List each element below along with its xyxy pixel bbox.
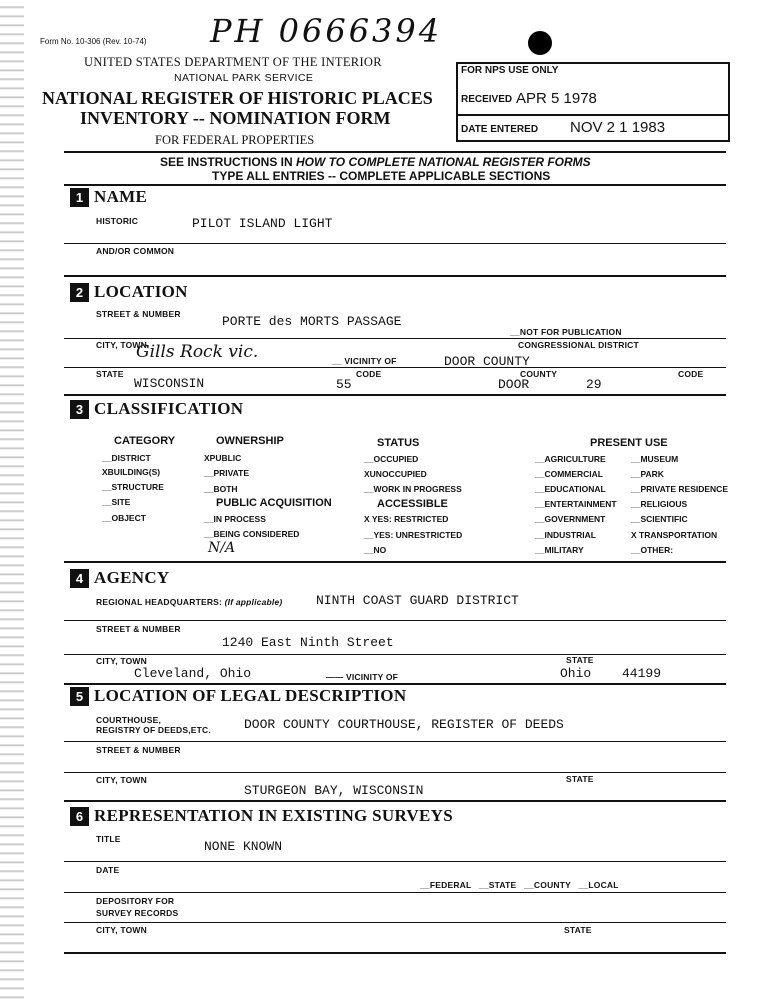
section-6-title: REPRESENTATION IN EXISTING SURVEYS	[94, 806, 453, 825]
category-item: __STRUCTURE	[102, 482, 164, 492]
street-value: PORTE des MORTS PASSAGE	[222, 314, 402, 329]
form-title-2: INVENTORY -- NOMINATION FORM	[80, 108, 391, 128]
use-item: __PRIVATE RESIDENCE	[631, 484, 728, 494]
state-value: WISCONSIN	[134, 376, 205, 391]
not-for-publication: __NOT FOR PUBLICATION	[510, 327, 622, 337]
use-item: __RELIGIOUS	[631, 499, 688, 509]
status-item: XUNOCCUPIED	[364, 469, 427, 479]
service: NATIONAL PARK SERVICE	[174, 72, 314, 84]
acquisition-handwritten: N/A	[208, 540, 236, 556]
county-value: DOOR	[498, 377, 530, 392]
agency-state-value: Ohio	[560, 666, 592, 681]
use-item: __AGRICULTURE	[535, 454, 606, 464]
ownership-heading: OWNERSHIP	[216, 435, 284, 447]
agency-street-value: 1240 East Ninth Street	[222, 635, 394, 650]
survey-title-label: TITLE	[96, 834, 121, 844]
agency-street-label: STREET & NUMBER	[96, 624, 181, 634]
survey-city-label: CITY, TOWN	[96, 925, 147, 935]
accessible-heading: ACCESSIBLE	[377, 498, 448, 510]
use-item: __EDUCATIONAL	[535, 484, 606, 494]
hq-label: REGIONAL HEADQUARTERS: (If applicable)	[96, 597, 283, 607]
vicinity-label: __ VICINITY OF	[332, 356, 397, 366]
state-code-label: CODE	[356, 369, 382, 379]
section-5-title: LOCATION OF LEGAL DESCRIPTION	[94, 686, 407, 705]
accessible-item: __NO	[364, 545, 387, 555]
date-entered-value: NOV 2 1 1983	[570, 119, 666, 136]
section-3-title: CLASSIFICATION	[94, 399, 244, 418]
acquisition-item: __IN PROCESS	[204, 514, 266, 524]
acquisition-item: __BEING CONSIDERED	[204, 529, 300, 539]
section-5-number: 5	[70, 687, 89, 706]
accessible-item: __YES: UNRESTRICTED	[364, 530, 463, 540]
ownership-item: __BOTH	[204, 484, 238, 494]
status-item: __WORK IN PROGRESS	[364, 484, 462, 494]
survey-levels: __FEDERAL __STATE __COUNTY __LOCAL	[420, 880, 619, 890]
instructions-line-1: SEE INSTRUCTIONS IN HOW TO COMPLETE NATIONAL REGISTER FORMS	[160, 155, 591, 169]
historic-value: PILOT ISLAND LIGHT	[192, 216, 333, 231]
use-item: __MUSEUM	[631, 454, 679, 464]
instructions-line-2: TYPE ALL ENTRIES -- COMPLETE APPLICABLE SECTIONS	[212, 169, 551, 183]
agency-vicinity-label: —— VICINITY OF	[326, 672, 399, 682]
ph-number: PH 0666394	[210, 12, 443, 50]
section-1-title: NAME	[94, 187, 148, 206]
survey-date-label: DATE	[96, 865, 120, 875]
county-code-label: CODE	[678, 369, 704, 379]
category-item: __OBJECT	[102, 513, 146, 523]
legal-state-label: STATE	[566, 774, 594, 784]
use-item: __INDUSTRIAL	[535, 530, 596, 540]
survey-title-value: NONE KNOWN	[204, 839, 283, 854]
status-heading: STATUS	[377, 437, 420, 449]
form-title-1: NATIONAL REGISTER OF HISTORIC PLACES	[42, 88, 433, 108]
state-label: STATE	[96, 369, 124, 379]
status-item: __OCCUPIED	[364, 454, 419, 464]
agency-state-label: STATE	[566, 655, 594, 665]
agency-city-label: CITY, TOWN	[96, 656, 147, 666]
city-value: Gills Rock vic.	[136, 342, 259, 362]
received-label: RECEIVED	[461, 94, 513, 105]
agency-zip: 44199	[622, 666, 662, 681]
section-1-number: 1	[70, 188, 89, 207]
use-item: __MILITARY	[535, 545, 584, 555]
section-3-number: 3	[70, 400, 89, 419]
street-label: STREET & NUMBER	[96, 309, 181, 319]
section-6-number: 6	[70, 807, 89, 826]
state-code-value: 55	[336, 377, 352, 392]
accessible-item: X YES: RESTRICTED	[364, 514, 449, 524]
common-label: AND/OR COMMON	[96, 246, 175, 256]
nps-box-label: FOR NPS USE ONLY	[461, 65, 559, 76]
present-use-heading: PRESENT USE	[590, 437, 668, 449]
ownership-item: XPUBLIC	[204, 453, 242, 463]
form-subtitle: FOR FEDERAL PROPERTIES	[155, 133, 315, 147]
form-number: Form No. 10-306 (Rev. 10-74)	[40, 37, 147, 46]
use-item: __COMMERCIAL	[535, 469, 604, 479]
category-item: XBUILDING(S)	[102, 467, 161, 477]
legal-city-value: STURGEON BAY, WISCONSIN	[244, 783, 424, 798]
divider	[64, 151, 726, 153]
scan-edge-artifact	[0, 0, 24, 1000]
divider	[64, 184, 726, 186]
public-acquisition-heading: PUBLIC ACQUISITION	[216, 497, 332, 509]
date-entered-label: DATE ENTERED	[461, 124, 539, 135]
section-4-number: 4	[70, 569, 89, 588]
use-item: __GOVERNMENT	[535, 514, 606, 524]
courthouse-label: COURTHOUSE, REGISTRY OF DEEDS,ETC.	[96, 715, 211, 735]
historic-label: HISTORIC	[96, 216, 139, 226]
ownership-item: __PRIVATE	[204, 468, 250, 478]
use-item: __ENTERTAINMENT	[535, 499, 617, 509]
use-item: __SCIENTIFIC	[631, 514, 688, 524]
category-item: __DISTRICT	[102, 453, 151, 463]
category-heading: CATEGORY	[114, 435, 176, 447]
legal-street-label: STREET & NUMBER	[96, 745, 181, 755]
courthouse-value: DOOR COUNTY COURTHOUSE, REGISTER OF DEEDS	[244, 717, 564, 732]
county-code-value: 29	[586, 377, 602, 392]
depository-label: DEPOSITORY FOR SURVEY RECORDS	[96, 896, 179, 918]
legal-city-label: CITY, TOWN	[96, 775, 147, 785]
received-date: APR 5 1978	[516, 90, 597, 107]
hq-value: NINTH COAST GUARD DISTRICT	[316, 593, 519, 608]
use-item: X TRANSPORTATION	[631, 530, 718, 540]
section-2-title: LOCATION	[94, 282, 188, 301]
nps-use-box	[456, 62, 730, 142]
category-item: __SITE	[102, 497, 131, 507]
congressional-district-label: CONGRESSIONAL DISTRICT	[518, 340, 639, 350]
punch-hole	[528, 31, 552, 55]
section-2-number: 2	[70, 283, 89, 302]
survey-state-label: STATE	[564, 925, 592, 935]
county-label: COUNTY	[520, 369, 558, 379]
vicinity-value: DOOR COUNTY	[444, 354, 530, 369]
city-label: CITY, TOWN	[96, 340, 147, 350]
agency-city-value: Cleveland, Ohio	[134, 666, 252, 681]
section-4-title: AGENCY	[94, 568, 170, 587]
use-item: __OTHER:	[631, 545, 674, 555]
use-item: __PARK	[631, 469, 664, 479]
department: UNITED STATES DEPARTMENT OF THE INTERIOR	[84, 55, 382, 69]
